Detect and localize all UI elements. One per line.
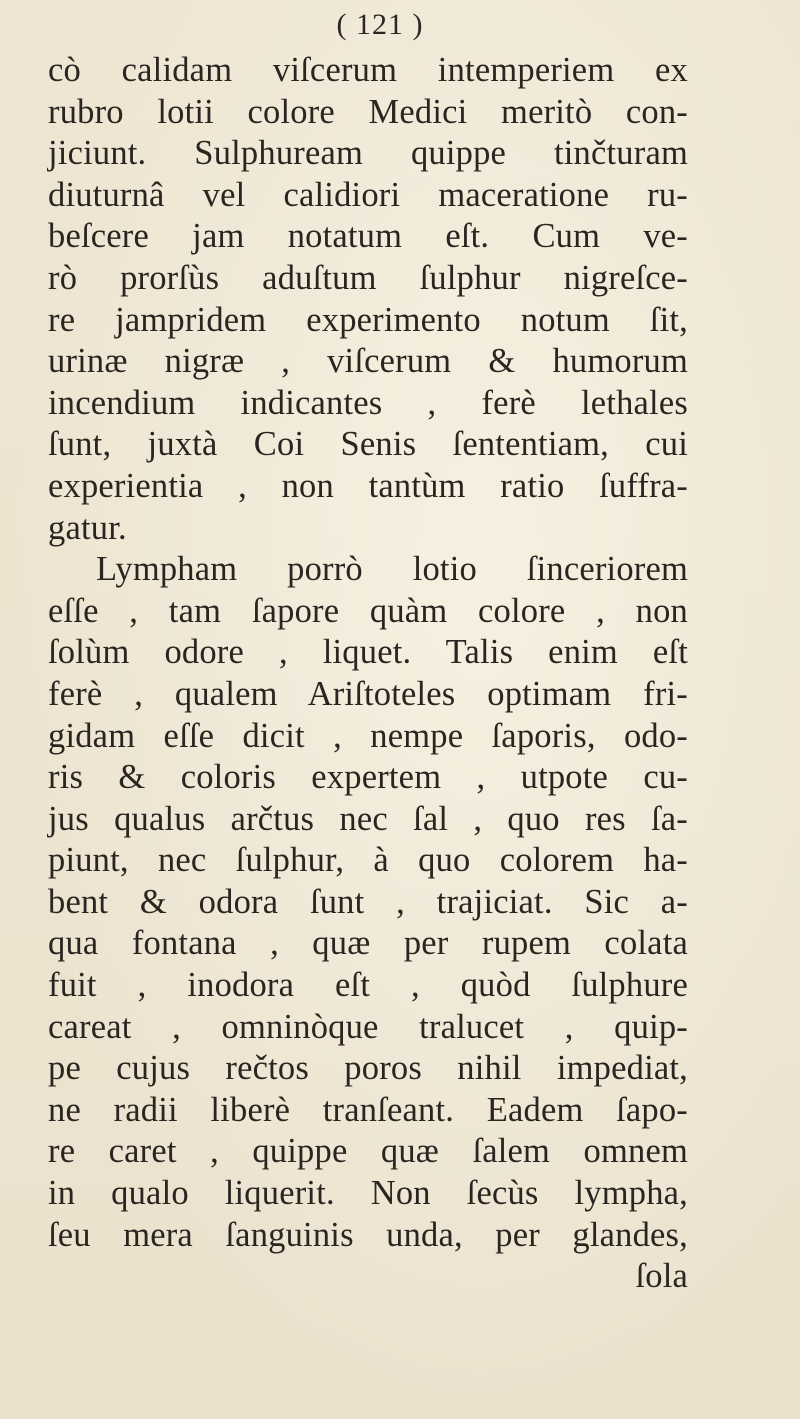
page-number: ( 121 ) xyxy=(336,8,424,41)
text-line: re caret , quippe quæ ſalem omnem xyxy=(48,1132,688,1171)
text-line: careat , omninòque tralucet , quip- xyxy=(48,1007,688,1046)
text-line: piunt, nec ſulphur, à quo colorem ha- xyxy=(48,841,688,880)
text-line: qua fontana , quæ per rupem colata xyxy=(48,924,688,963)
text-line: urinæ nigræ , viſcerum & humorum xyxy=(48,342,688,381)
text-line: diuturnâ vel calidiori maceratione ru- xyxy=(48,175,688,214)
text-line: ſolùm odore , liquet. Talis enim eſt xyxy=(48,633,688,672)
text-line: re jampridem experimento notum ſit, xyxy=(48,300,688,339)
text-line: gidam eſſe dicit , nempe ſaporis, odo- xyxy=(48,716,688,755)
text-line: jiciunt. Sulphuream quippe tinčturam xyxy=(48,134,688,173)
text-line: ne radii liberè tranſeant. Eadem ſapo- xyxy=(48,1090,688,1129)
text-line: ſunt, juxtà Coi Senis ſententiam, cui xyxy=(48,425,688,464)
text-line: beſcere jam notatum eſt. Cum ve- xyxy=(48,217,688,256)
text-line: fuit , inodora eſt , quòd ſulphure xyxy=(48,966,688,1005)
text-line: ferè , qualem Ariſtoteles optimam fri- xyxy=(48,674,688,713)
text-line: pe cujus rečtos poros nihil impediat, xyxy=(48,1049,688,1088)
paragraph-start-line: Lympham porrò lotio ſinceriorem xyxy=(96,550,688,589)
paragraph-end-line: gatur. xyxy=(48,508,127,547)
text-line: rubro lotii colore Medici meritò con- xyxy=(48,92,688,131)
text-line: incendium indicantes , ferè lethales xyxy=(48,383,688,422)
text-line: ris & coloris expertem , utpote cu- xyxy=(48,758,688,797)
text-line: ſeu mera ſanguinis unda, per glandes, xyxy=(48,1215,688,1254)
text-line: eſſe , tam ſapore quàm colore , non xyxy=(48,591,688,630)
text-line: bent & odora ſunt , trajiciat. Sic a- xyxy=(48,882,688,921)
page-header xyxy=(0,8,800,42)
text-line: experientia , non tantùm ratio ſuffra- xyxy=(48,466,688,505)
text-line: cò calidam viſcerum intemperiem ex xyxy=(48,51,688,89)
page-body-text xyxy=(48,50,688,1298)
text-line: in qualo liquerit. Non ſecùs lympha, xyxy=(48,1174,688,1213)
text-line: jus qualus arčtus nec ſal , quo res ſa- xyxy=(48,799,688,838)
text-line: rò prorſùs aduſtum ſulphur nigreſce- xyxy=(48,258,688,297)
catchword: ſola xyxy=(635,1257,688,1296)
